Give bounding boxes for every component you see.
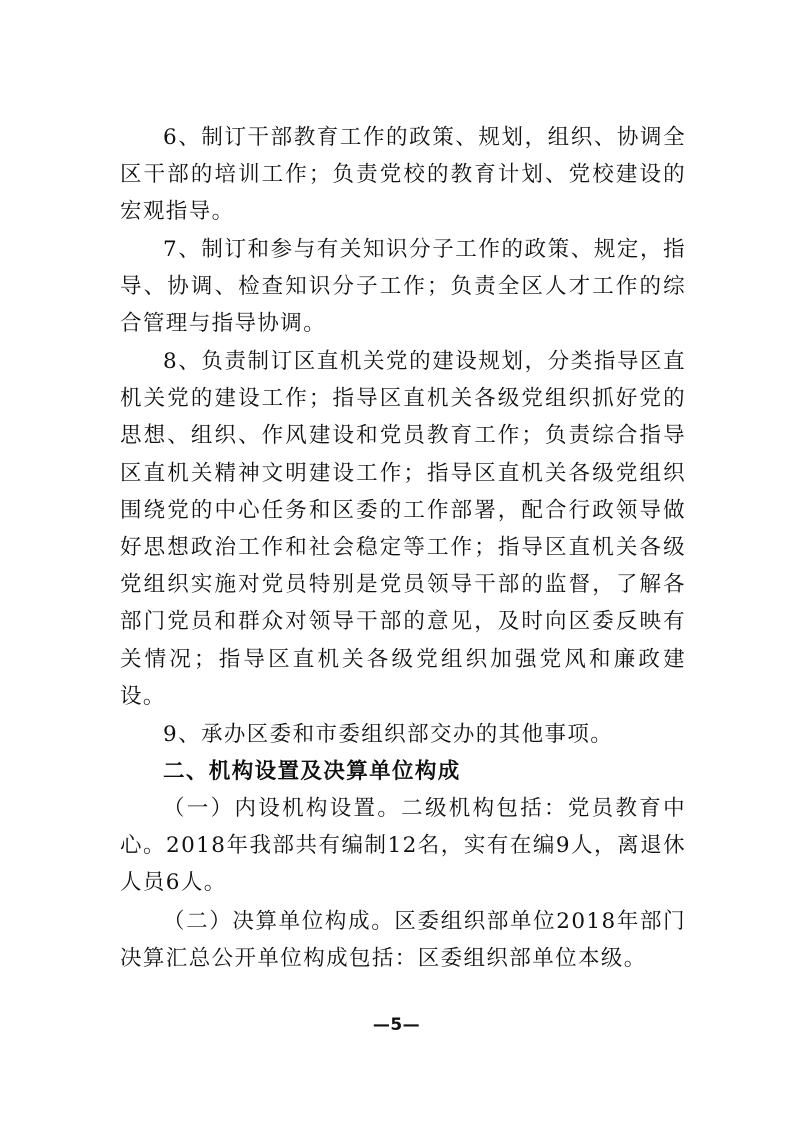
page-number: —5—	[372, 1015, 421, 1035]
paragraph-item-7: 7、制订和参与有关知识分子工作的政策、规定，指导、协调、检查知识分子工作；负责全区人才工作的综合管理与指导协调。	[120, 237, 686, 337]
paragraph-item-8: 8、负责制订区直机关党的建设规划，分类指导区直机关党的建设工作；指导区直机关各级党组织抓好党的思想、组织、作风建设和党员教育工作；负责综合指导区直机关精神文明建设工作；指导区直机关各级党组织围绕党的中心任务和区委的工作部署，配合行政领导做好思想政治工作和社会稳定等工作；指导区直机关各级党组织实施对党员特别是党员领导干部的监督，了解各部门党员和群众对领导干部的意见，及时向区委反映有关情况；指导区直机关各级党组织加强党风和廉政建设。	[120, 349, 686, 709]
paragraph-accounting-units: （二）决算单位构成。区委组织部单位2018年部门决算汇总公开单位构成包括：区委组织部单位本级。	[120, 909, 686, 972]
section-heading: 二、机构设置及决算单位构成	[163, 759, 461, 784]
paragraph-item-6: 6、制订干部教育工作的政策、规划，组织、协调全区干部的培训工作；负责党校的教育计划、党校建设的宏观指导。	[120, 125, 686, 225]
paragraph-item-9: 9、承办区委和市委组织部交办的其他事项。	[163, 722, 614, 747]
paragraph-internal-structure: （一）内设机构设置。二级机构包括：党员教育中心。2018年我部共有编制12名，实有在编9人，离退休人员6人。	[120, 796, 686, 896]
